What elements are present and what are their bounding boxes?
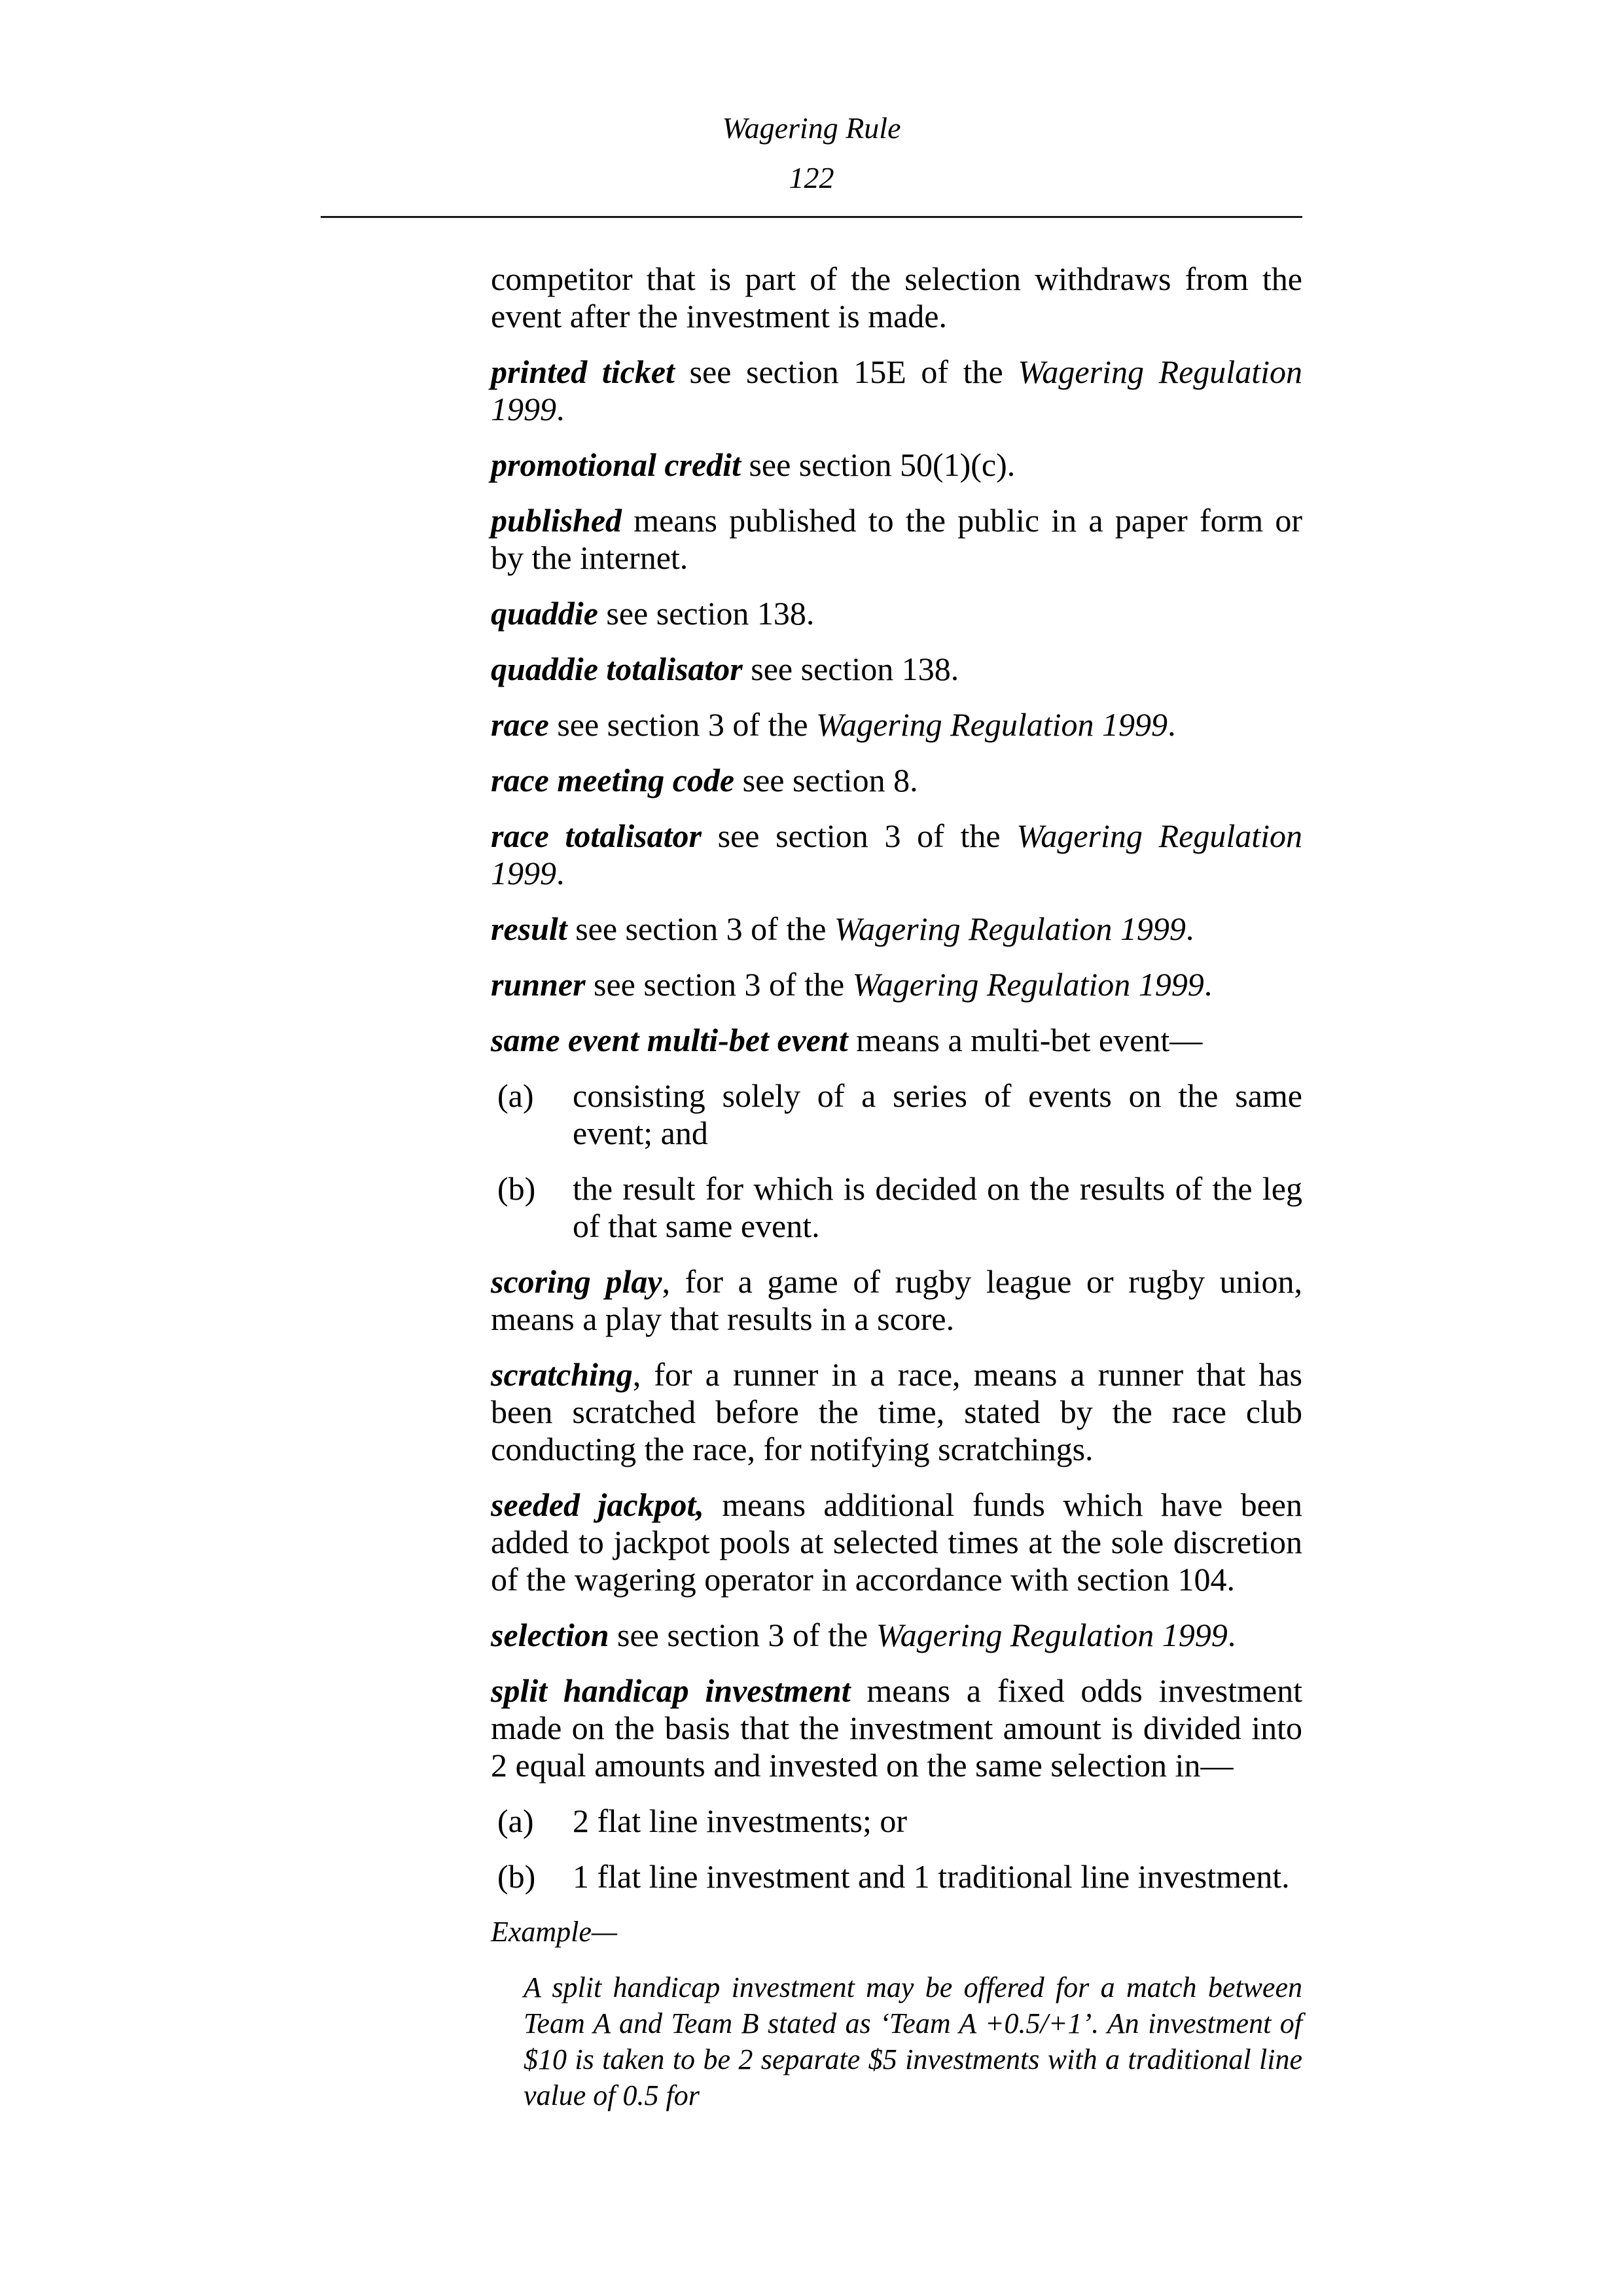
defined-term: runner	[491, 966, 586, 1003]
body-text: .	[1168, 706, 1176, 743]
definition-paragraph	[491, 762, 1302, 799]
definition-paragraph	[491, 817, 1302, 892]
body-text: see section 50(1)(c).	[740, 446, 1016, 483]
body-text: see section 3 of the	[609, 1617, 876, 1653]
definition-paragraph	[491, 1356, 1302, 1468]
definition-paragraph	[491, 1617, 1302, 1654]
body-text: means a multi-bet event—	[847, 1022, 1203, 1058]
italic-text: A split handicap investment may be offered for a match between Team A and Team B stated as ‘Team A +0.5/+1’. An investment of $10 is taken to be 2 separate $5 investments with a traditional line value of 0.5 for	[524, 1971, 1302, 2111]
list-item-marker: (b)	[497, 1858, 536, 1895]
defined-term: split handicap investment	[491, 1672, 851, 1709]
body-text: , for a game of rugby league or rugby union, means a play that results in a score.	[491, 1263, 1302, 1337]
definition-paragraph	[491, 706, 1302, 744]
body-text: the result for which is decided on the results of the leg of that same event.	[573, 1170, 1302, 1244]
italic-text: Wagering Regulation 1999	[852, 966, 1204, 1003]
italic-text: Wagering Regulation 1999	[876, 1617, 1228, 1653]
defined-term: race totalisator	[491, 817, 702, 854]
italic-text: Wagering Regulation 1999	[491, 353, 1302, 427]
defined-term: scratching	[491, 1356, 633, 1393]
body-text: see section 3 of the	[548, 706, 817, 743]
defined-term: selection	[491, 1617, 609, 1653]
page-header	[0, 103, 1623, 203]
list-item	[491, 1803, 1302, 1840]
defined-term: same event multi-bet event	[491, 1022, 848, 1058]
list-item-marker: (b)	[497, 1170, 536, 1207]
definition-paragraph	[491, 446, 1302, 484]
italic-text: Wagering Regulation 1999	[491, 817, 1303, 891]
body-text: .	[1204, 966, 1213, 1003]
defined-term: promotional credit	[491, 446, 741, 483]
body-text: means a fixed odds investment made on the basis that the investment amount is divided into 2 equal amounts and invested on the same selection in—	[491, 1672, 1302, 1784]
body-text: see section 8.	[734, 762, 918, 798]
italic-text: Wagering Regulation 1999	[816, 706, 1168, 743]
definition-paragraph	[491, 260, 1302, 335]
definition-paragraph	[491, 353, 1302, 428]
list-item	[491, 1170, 1302, 1245]
definitions-body	[491, 260, 1302, 2113]
definition-paragraph	[491, 595, 1302, 632]
definition-paragraph	[491, 1486, 1302, 1598]
page-number: 122	[789, 161, 834, 194]
definition-paragraph	[491, 502, 1302, 577]
definition-paragraph	[491, 1263, 1302, 1338]
body-text: see section 3 of the	[567, 910, 834, 947]
body-text: means additional funds which have been added to jackpot pools at selected times at the sole discretion of the wagering operator in accordance with section 104.	[491, 1486, 1302, 1598]
body-text: see section 15E of the	[674, 353, 1018, 390]
body-text: .	[556, 391, 565, 427]
document-title: Wagering Rule	[722, 111, 901, 145]
defined-term: race meeting code	[491, 762, 735, 798]
list-item-text	[573, 1858, 1302, 1895]
body-text: .	[1185, 910, 1194, 947]
body-text: consisting solely of a series of events on the same event; and	[573, 1077, 1302, 1151]
body-text: see section 3 of the	[585, 966, 853, 1003]
list-item-text	[573, 1170, 1302, 1245]
defined-term: published	[491, 502, 622, 539]
example-heading	[491, 1914, 1302, 1950]
definition-paragraph	[491, 1672, 1302, 1784]
list-item-text	[573, 1077, 1302, 1152]
body-text: means published to the public in a paper form or by the internet.	[491, 502, 1302, 576]
definition-paragraph	[491, 651, 1302, 688]
italic-text: Example—	[491, 1916, 618, 1948]
definition-paragraph	[491, 966, 1302, 1003]
list-item	[491, 1077, 1302, 1152]
definition-paragraph	[491, 910, 1302, 948]
defined-term: quaddie totalisator	[491, 651, 743, 687]
defined-term: quaddie	[491, 595, 598, 632]
list-item	[491, 1858, 1302, 1895]
defined-term: seeded jackpot,	[491, 1486, 704, 1523]
defined-term: printed ticket	[491, 353, 675, 390]
body-text: see section 138.	[597, 595, 815, 632]
italic-text: Wagering Regulation 1999	[834, 910, 1186, 947]
body-text: see section 138.	[742, 651, 959, 687]
body-text: competitor that is part of the selection withdraws from the event after the investment is made.	[491, 260, 1302, 334]
defined-term: result	[491, 910, 567, 947]
header-rule-line	[321, 216, 1302, 218]
body-text: .	[556, 855, 565, 891]
body-text: , for a runner in a race, means a runner that has been scratched before the time, stated by the race club conducting the race, for notifying scratchings.	[491, 1356, 1302, 1467]
body-text: see section 3 of the	[701, 817, 1017, 854]
list-item-text	[573, 1803, 1302, 1840]
defined-term: race	[491, 706, 549, 743]
body-text: 2 flat line investments; or	[573, 1803, 908, 1839]
example-paragraph	[524, 1969, 1302, 2113]
body-text: 1 flat line investment and 1 traditional line investment.	[573, 1858, 1290, 1895]
list-item-marker: (a)	[497, 1077, 534, 1114]
body-text: .	[1227, 1617, 1236, 1653]
definition-paragraph	[491, 1022, 1302, 1059]
defined-term: scoring play	[491, 1263, 662, 1300]
list-item-marker: (a)	[497, 1803, 534, 1839]
